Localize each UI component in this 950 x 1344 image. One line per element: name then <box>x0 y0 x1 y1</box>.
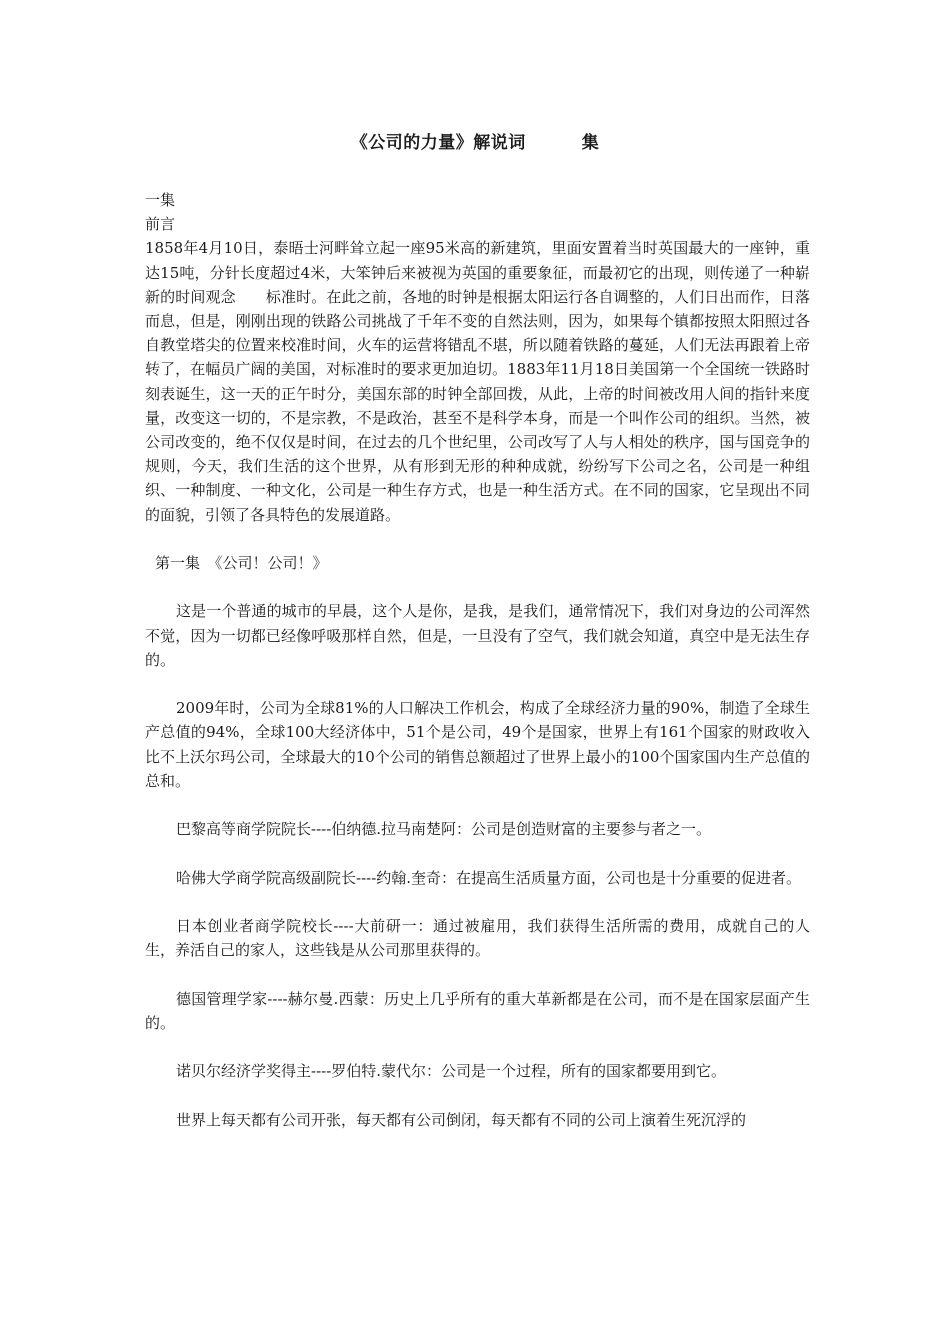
episode-1-quote: 诺贝尔经济学奖得主----罗伯特.蒙代尔：公司是一个过程，所有的国家都要用到它。 <box>176 1062 727 1081</box>
document-body <box>145 188 810 1132</box>
document-title <box>0 128 950 153</box>
paragraph-spacer <box>145 575 810 599</box>
episode-label: 一集 <box>145 191 176 209</box>
episode-1-paragraph: 2009年时，公司为全球81%的人口解决工作机会，构成了全球经济力量的90%，制造了全球生产总值的94%，全球100大经济体中，51个是公司，49个是国家，世界上有161个国家的财政收入比不上沃尔玛公司，全球最大的10个公司的销售总额超过了世界上最小的100个国家国内生产总值的总和。 <box>145 699 810 790</box>
episode-1-paragraph: 这是一个普通的城市的早晨，这个人是你，是我，是我们，通常情况下，我们对身边的公司浑然不觉，因为一切都已经像呼吸那样自然，但是，一旦没有了空气，我们就会知道，真空中是无法生存的。 <box>145 602 810 669</box>
paragraph-spacer <box>145 527 810 551</box>
episode-1-quote: 德国管理学家----赫尔曼.西蒙：历史上几乎所有的重大革新都是在公司，而不是在国家层面产生的。 <box>145 989 810 1032</box>
episode-1-quote: 哈佛大学商学院高级副院长----约翰.奎奇：在提高生活质量方面，公司也是十分重要的促进者。 <box>176 868 802 887</box>
paragraph-spacer <box>145 841 810 865</box>
preface-paragraph: 1858年4月10日，泰晤士河畔耸立起一座95米高的新建筑，里面安置着当时英国最大的一座钟，重达15吨，分针长度超过4米，大笨钟后来被视为英国的重要象征，而最初它的出现，则传递了一种崭新的时间观念 标准时。在此之前，各地的时钟是根据太阳运行各自调整的，人们日出而作，日落而息，但是，刚刚出现的铁路公司挑战了千年不变的自然法则，因为，如果每个镇都按照太阳照过各自教堂塔尖的位置来校准时间，火车的运营将错乱不堪，所以随着铁路的蔓延，人们无法再跟着上帝转了，在幅员广阔的美国，对标准时的要求更加迫切。1883年11月18日美国第一个全国统一铁路时刻表诞生，这一天的正午时分，美国东部的时钟全部回拨，从此，上帝的时间被改用人间的指针来度量，改变这一切的，不是宗教，不是政治，甚至不是科学本身，而是一个叫作公司的组织。当然，被公司改变的，绝不仅仅是时间，在过去的几个世纪里，公司改写了人与人相处的秩序，国与国竞争的规则，今天，我们生活的这个世界，从有形到无形的种种成就，纷纷写下公司之名，公司是一种组织、一种制度、一种文化，公司是一种生存方式，也是一种生活方式。在不同的国家，它呈现出不同的面貌，引领了各具特色的发展道路。 <box>145 239 810 524</box>
paragraph-spacer <box>145 1083 810 1107</box>
episode-1-heading: 第一集 《公司！公司！》 <box>155 554 328 573</box>
paragraph-spacer <box>145 962 810 986</box>
section-label-preface: 前言 <box>145 215 176 234</box>
episode-1-quote: 巴黎高等商学院院长----伯纳德.拉马南楚阿：公司是创造财富的主要参与者之一。 <box>176 820 712 839</box>
paragraph-spacer <box>145 890 810 914</box>
episode-1-quote: 日本创业者商学院校长----大前研一：通过被雇用，我们获得生活所需的费用，成就自己的人生，养活自己的家人，这些钱是从公司那里获得的。 <box>145 917 810 960</box>
document-title-suffix: 集 <box>581 133 600 153</box>
paragraph-spacer <box>145 1035 810 1059</box>
episode-1-paragraph: 世界上每天都有公司开张，每天都有公司倒闭，每天都有不同的公司上演着生死沉浮的 <box>176 1110 747 1129</box>
paragraph-spacer <box>145 672 810 696</box>
paragraph-spacer <box>145 793 810 817</box>
document-title-main: 《公司的力量》解说词 <box>350 133 526 153</box>
